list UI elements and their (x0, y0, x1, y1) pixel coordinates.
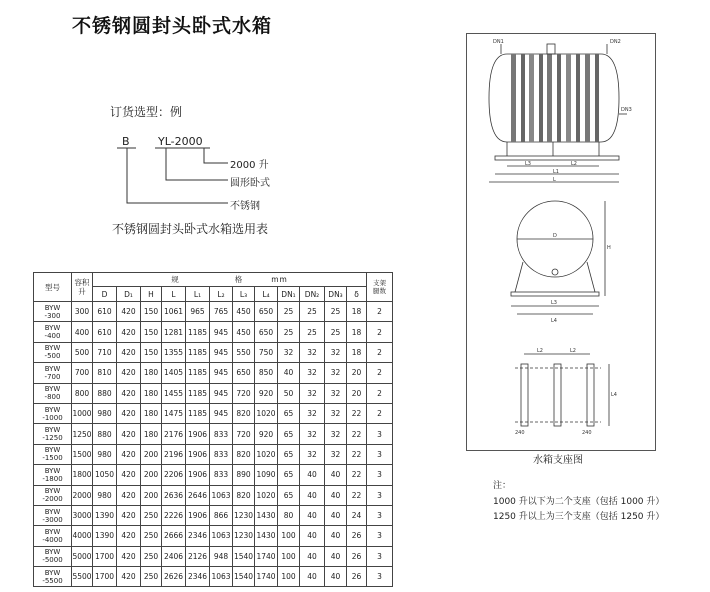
label-l2-plan: L2 (537, 348, 543, 354)
table-cell: 420 (117, 302, 141, 322)
table-cell: 1185 (186, 322, 210, 342)
table-cell: 5000 (72, 546, 93, 566)
table-cell: 710 (93, 342, 117, 362)
table-cell: 420 (117, 403, 141, 423)
table-cell: 150 (141, 342, 162, 362)
table-row (34, 363, 393, 383)
table-cell: 1700 (93, 567, 117, 587)
row-model-cell: BYW -1000 (34, 403, 72, 423)
table-cell: 1063 (210, 526, 233, 546)
table-cell: 40 (300, 567, 325, 587)
order-annotation-capacity: 2000 升 (230, 160, 269, 171)
table-cell: 200 (141, 444, 162, 464)
table-cell: 26 (347, 567, 367, 587)
table-cell: 2196 (162, 444, 186, 464)
table-cell: 300 (72, 302, 93, 322)
row-model-cell: BYW -3000 (34, 505, 72, 525)
table-cell: 1050 (93, 465, 117, 485)
table-cell: 880 (93, 383, 117, 403)
table-cell: 2 (367, 383, 393, 403)
table-cell: 3 (367, 465, 393, 485)
table-cell: 32 (300, 363, 325, 383)
table-cell: 2666 (162, 526, 186, 546)
table-cell: 22 (347, 444, 367, 464)
table-cell: 65 (278, 485, 300, 505)
table-cell: 20 (347, 363, 367, 383)
table-cell: 20 (347, 383, 367, 403)
table-cell: 18 (347, 302, 367, 322)
label-l4: L4 (551, 318, 557, 324)
row-model-cell: BYW -800 (34, 383, 72, 403)
table-cell: 450 (233, 322, 255, 342)
table-cell: 400 (72, 322, 93, 342)
table-cell: 40 (300, 485, 325, 505)
table-cell: 820 (233, 403, 255, 423)
table-cell: 880 (93, 424, 117, 444)
table-cell: 3 (367, 424, 393, 444)
table-cell: 820 (233, 485, 255, 505)
table-cell: 420 (117, 424, 141, 444)
table-cell: 2346 (186, 526, 210, 546)
table-cell: 1230 (233, 526, 255, 546)
row-model-cell: BYW -4000 (34, 526, 72, 546)
table-cell: 1230 (233, 505, 255, 525)
table-cell: 420 (117, 526, 141, 546)
table-cell: 1250 (72, 424, 93, 444)
table-cell: 450 (233, 302, 255, 322)
table-row (34, 485, 393, 505)
table-cell: 2226 (162, 505, 186, 525)
header-supports: 支架 腿数 (367, 273, 393, 302)
table-cell: 980 (93, 485, 117, 505)
table-cell: 250 (141, 526, 162, 546)
table-cell: 2626 (162, 567, 186, 587)
header-spec-left: 规 (171, 275, 180, 284)
table-cell: 420 (117, 465, 141, 485)
table-cell: 32 (300, 342, 325, 362)
table-cell: 1740 (255, 546, 278, 566)
header-spec-right: 格 (234, 275, 244, 284)
table-cell: 40 (325, 465, 347, 485)
table-cell: 2126 (186, 546, 210, 566)
table-cell: 3 (367, 567, 393, 587)
table-cell: 40 (300, 505, 325, 525)
table-cell: 40 (325, 485, 347, 505)
table-cell: 1185 (186, 403, 210, 423)
table-cell: 420 (117, 444, 141, 464)
table-cell: 945 (210, 383, 233, 403)
table-cell: 1906 (186, 465, 210, 485)
table-cell: 2206 (162, 465, 186, 485)
side-base-rail (495, 156, 619, 160)
table-cell: 1500 (72, 444, 93, 464)
table-cell: 100 (278, 526, 300, 546)
table-cell: 180 (141, 424, 162, 444)
table-cell: 550 (233, 342, 255, 362)
table-row (34, 546, 393, 566)
label-l: L (553, 177, 556, 183)
table-cell: 945 (210, 342, 233, 362)
table-cell: 22 (347, 424, 367, 444)
table-cell: 420 (117, 485, 141, 505)
table-cell: 32 (325, 342, 347, 362)
table-cell: 40 (278, 363, 300, 383)
table-cell: 22 (347, 485, 367, 505)
table-cell: 2 (367, 322, 393, 342)
table-cell: 1540 (233, 567, 255, 587)
row-model-cell: BYW -500 (34, 342, 72, 362)
header-col: DN₃ (325, 287, 347, 302)
table-cell: 2636 (162, 485, 186, 505)
header-col: L₂ (210, 287, 233, 302)
table-cell: 2 (367, 342, 393, 362)
table-cell: 1063 (210, 485, 233, 505)
table-cell: 1740 (255, 567, 278, 587)
table-cell: 650 (233, 363, 255, 383)
table-cell: 2646 (186, 485, 210, 505)
header-col: D₁ (117, 287, 141, 302)
table-cell: 1800 (72, 465, 93, 485)
table-cell: 3 (367, 546, 393, 566)
table-cell: 250 (141, 505, 162, 525)
table-cell: 25 (300, 322, 325, 342)
table-cell: 40 (325, 505, 347, 525)
label-h: H (607, 245, 611, 251)
table-cell: 25 (278, 302, 300, 322)
table-cell: 22 (347, 403, 367, 423)
table-row (34, 444, 393, 464)
table-row (34, 505, 393, 525)
table-cell: 1020 (255, 485, 278, 505)
table-cell: 1090 (255, 465, 278, 485)
table-cell: 180 (141, 363, 162, 383)
table-cell: 2 (367, 363, 393, 383)
table-cell: 420 (117, 383, 141, 403)
table-row (34, 322, 393, 342)
spec-table-body (34, 302, 393, 587)
label-dn1: DN1 (493, 39, 504, 45)
header-col: DN₂ (300, 287, 325, 302)
table-cell: 1430 (255, 526, 278, 546)
table-cell: 1281 (162, 322, 186, 342)
table-cell: 420 (117, 363, 141, 383)
table-cell: 40 (300, 526, 325, 546)
row-model-cell: BYW -5000 (34, 546, 72, 566)
spec-table (33, 272, 393, 587)
table-cell: 1063 (210, 567, 233, 587)
table-cell: 3 (367, 505, 393, 525)
table-cell: 850 (255, 363, 278, 383)
header-spec-unit: mm (271, 275, 288, 284)
table-cell: 150 (141, 302, 162, 322)
table-cell: 980 (93, 444, 117, 464)
table-cell: 2 (367, 302, 393, 322)
table-cell: 65 (278, 465, 300, 485)
label-l2: L2 (571, 161, 577, 167)
label-l4-plan: L4 (611, 392, 617, 398)
table-cell: 18 (347, 342, 367, 362)
table-cell: 32 (300, 383, 325, 403)
label-l3-end: L3 (551, 300, 557, 306)
row-model-cell: BYW -1800 (34, 465, 72, 485)
row-model-cell: BYW -1500 (34, 444, 72, 464)
table-cell: 890 (233, 465, 255, 485)
end-base-rail (511, 292, 599, 296)
table-cell: 40 (325, 546, 347, 566)
table-cell: 5500 (72, 567, 93, 587)
row-model-cell: BYW -300 (34, 302, 72, 322)
note-item: 1250 升以上为三个支座（包括 1250 升） (493, 512, 665, 522)
table-cell: 765 (210, 302, 233, 322)
table-cell: 25 (278, 322, 300, 342)
table-cell: 810 (93, 363, 117, 383)
table-cell: 866 (210, 505, 233, 525)
table-row (34, 383, 393, 403)
table-cell: 1475 (162, 403, 186, 423)
table-cell: 1430 (255, 505, 278, 525)
table-cell: 65 (278, 444, 300, 464)
table-cell: 833 (210, 424, 233, 444)
table-cell: 1185 (186, 383, 210, 403)
row-model-cell: BYW -400 (34, 322, 72, 342)
table-cell: 24 (347, 505, 367, 525)
table-cell: 1061 (162, 302, 186, 322)
table-cell: 833 (210, 444, 233, 464)
table-cell: 610 (93, 322, 117, 342)
table-cell: 720 (233, 383, 255, 403)
table-cell: 1455 (162, 383, 186, 403)
table-cell: 50 (278, 383, 300, 403)
table-cell: 2346 (186, 567, 210, 587)
note-item: 1000 升以下为二个支座（包括 1000 升） (493, 497, 665, 507)
table-cell: 3 (367, 444, 393, 464)
table-cell: 150 (141, 322, 162, 342)
table-cell: 833 (210, 465, 233, 485)
table-cell: 180 (141, 403, 162, 423)
table-cell: 40 (300, 465, 325, 485)
drawing-frame (466, 33, 656, 451)
order-prefix: B (122, 135, 130, 148)
notes-heading: 注： (493, 481, 512, 491)
table-cell: 2406 (162, 546, 186, 566)
top-nozzle (547, 44, 555, 54)
table-cell: 250 (141, 546, 162, 566)
table-cell: 980 (93, 403, 117, 423)
table-row (34, 403, 393, 423)
header-col: L (162, 287, 186, 302)
support-leg-1 (521, 364, 528, 426)
header-volume-label: 容积 (74, 278, 90, 287)
header-spec (93, 273, 367, 287)
table-cell: 1405 (162, 363, 186, 383)
table-cell: 4000 (72, 526, 93, 546)
table-cell: 40 (300, 546, 325, 566)
table-row (34, 302, 393, 322)
order-example-label: 订货选型：例 (110, 105, 183, 119)
table-row (34, 526, 393, 546)
table-cell: 920 (255, 383, 278, 403)
table-cell: 3 (367, 485, 393, 505)
label-dn3: DN3 (621, 107, 632, 113)
row-model-cell: BYW -700 (34, 363, 72, 383)
table-cell: 32 (300, 424, 325, 444)
table-cell: 32 (325, 383, 347, 403)
row-model-cell: BYW -2000 (34, 485, 72, 505)
table-cell: 820 (233, 444, 255, 464)
label-leg-width-2: 240 (582, 430, 592, 436)
table-cell: 25 (300, 302, 325, 322)
table-cell: 1906 (186, 444, 210, 464)
table-row (34, 567, 393, 587)
table-cell: 1390 (93, 526, 117, 546)
table-cell: 32 (300, 403, 325, 423)
table-cell: 32 (300, 444, 325, 464)
row-model-cell: BYW -5500 (34, 567, 72, 587)
row-model-cell: BYW -1250 (34, 424, 72, 444)
label-dn2: DN2 (610, 39, 621, 45)
table-cell: 2 (367, 403, 393, 423)
header-col: L₁ (186, 287, 210, 302)
table-cell: 32 (325, 363, 347, 383)
table-cell: 25 (325, 302, 347, 322)
table-cell: 25 (325, 322, 347, 342)
table-cell: 945 (210, 363, 233, 383)
support-leg-2 (554, 364, 561, 426)
table-cell: 1906 (186, 424, 210, 444)
table-cell: 250 (141, 567, 162, 587)
table-cell: 420 (117, 342, 141, 362)
table-cell: 700 (72, 363, 93, 383)
tank-side-body (489, 54, 619, 142)
header-col: L₄ (255, 287, 278, 302)
order-annotation-shape: 圆形卧式 (230, 178, 270, 189)
table-cell: 32 (325, 424, 347, 444)
table-cell: 80 (278, 505, 300, 525)
table-cell: 500 (72, 342, 93, 362)
table-cell: 610 (93, 302, 117, 322)
table-cell: 18 (347, 322, 367, 342)
table-cell: 1020 (255, 403, 278, 423)
order-model: YL-2000 (158, 135, 203, 148)
table-cell: 1390 (93, 505, 117, 525)
table-row (34, 465, 393, 485)
label-l3: L3 (525, 161, 531, 167)
table-cell: 2000 (72, 485, 93, 505)
table-cell: 420 (117, 322, 141, 342)
header-col: L₃ (233, 287, 255, 302)
table-cell: 100 (278, 546, 300, 566)
table-cell: 920 (255, 424, 278, 444)
table-cell: 200 (141, 465, 162, 485)
table-cell: 40 (325, 567, 347, 587)
table-cell: 1355 (162, 342, 186, 362)
table-cell: 32 (278, 342, 300, 362)
support-leg-3 (587, 364, 594, 426)
label-l1: L1 (553, 169, 559, 175)
table-cell: 420 (117, 567, 141, 587)
table-cell: 420 (117, 505, 141, 525)
table-cell: 26 (347, 546, 367, 566)
table-cell: 65 (278, 424, 300, 444)
header-col: H (141, 287, 162, 302)
page-title: 不锈钢圆封头卧式水箱 (72, 15, 273, 37)
table-cell: 1000 (72, 403, 93, 423)
header-model: 型号 (34, 273, 72, 302)
table-cell: 650 (255, 302, 278, 322)
table-cell: 750 (255, 342, 278, 362)
table-cell: 40 (325, 526, 347, 546)
table-cell: 65 (278, 403, 300, 423)
table-cell: 720 (233, 424, 255, 444)
table-cell: 100 (278, 567, 300, 587)
table-cell: 1906 (186, 505, 210, 525)
table-cell: 945 (210, 403, 233, 423)
table-cell: 32 (325, 403, 347, 423)
table-cell: 420 (117, 546, 141, 566)
table-cell: 32 (325, 444, 347, 464)
table-cell: 180 (141, 383, 162, 403)
header-col: D (93, 287, 117, 302)
table-cell: 1700 (93, 546, 117, 566)
table-title: 不锈钢圆封头卧式水箱选用表 (112, 222, 269, 236)
table-cell: 26 (347, 526, 367, 546)
header-col: δ (347, 287, 367, 302)
label-d: D (553, 233, 557, 239)
table-cell: 22 (347, 465, 367, 485)
tank-side-bands (511, 54, 599, 142)
header-col: DN₁ (278, 287, 300, 302)
table-row (34, 424, 393, 444)
table-cell: 965 (186, 302, 210, 322)
label-leg-width-1: 240 (515, 430, 525, 436)
label-l2-plan-b: L2 (570, 348, 576, 354)
table-cell: 800 (72, 383, 93, 403)
table-cell: 1540 (233, 546, 255, 566)
table-row (34, 342, 393, 362)
table-cell: 2176 (162, 424, 186, 444)
tank-drawings (467, 34, 655, 450)
table-cell: 650 (255, 322, 278, 342)
header-volume-unit: 升 (78, 287, 86, 296)
table-cell: 1020 (255, 444, 278, 464)
table-cell: 1185 (186, 342, 210, 362)
order-annotation-material: 不锈钢 (230, 201, 260, 212)
table-cell: 948 (210, 546, 233, 566)
table-cell: 3000 (72, 505, 93, 525)
table-cell: 3 (367, 526, 393, 546)
header-volume (72, 273, 93, 302)
table-cell: 1185 (186, 363, 210, 383)
table-cell: 200 (141, 485, 162, 505)
support-caption: 水箱支座图 (533, 455, 583, 466)
table-cell: 945 (210, 322, 233, 342)
